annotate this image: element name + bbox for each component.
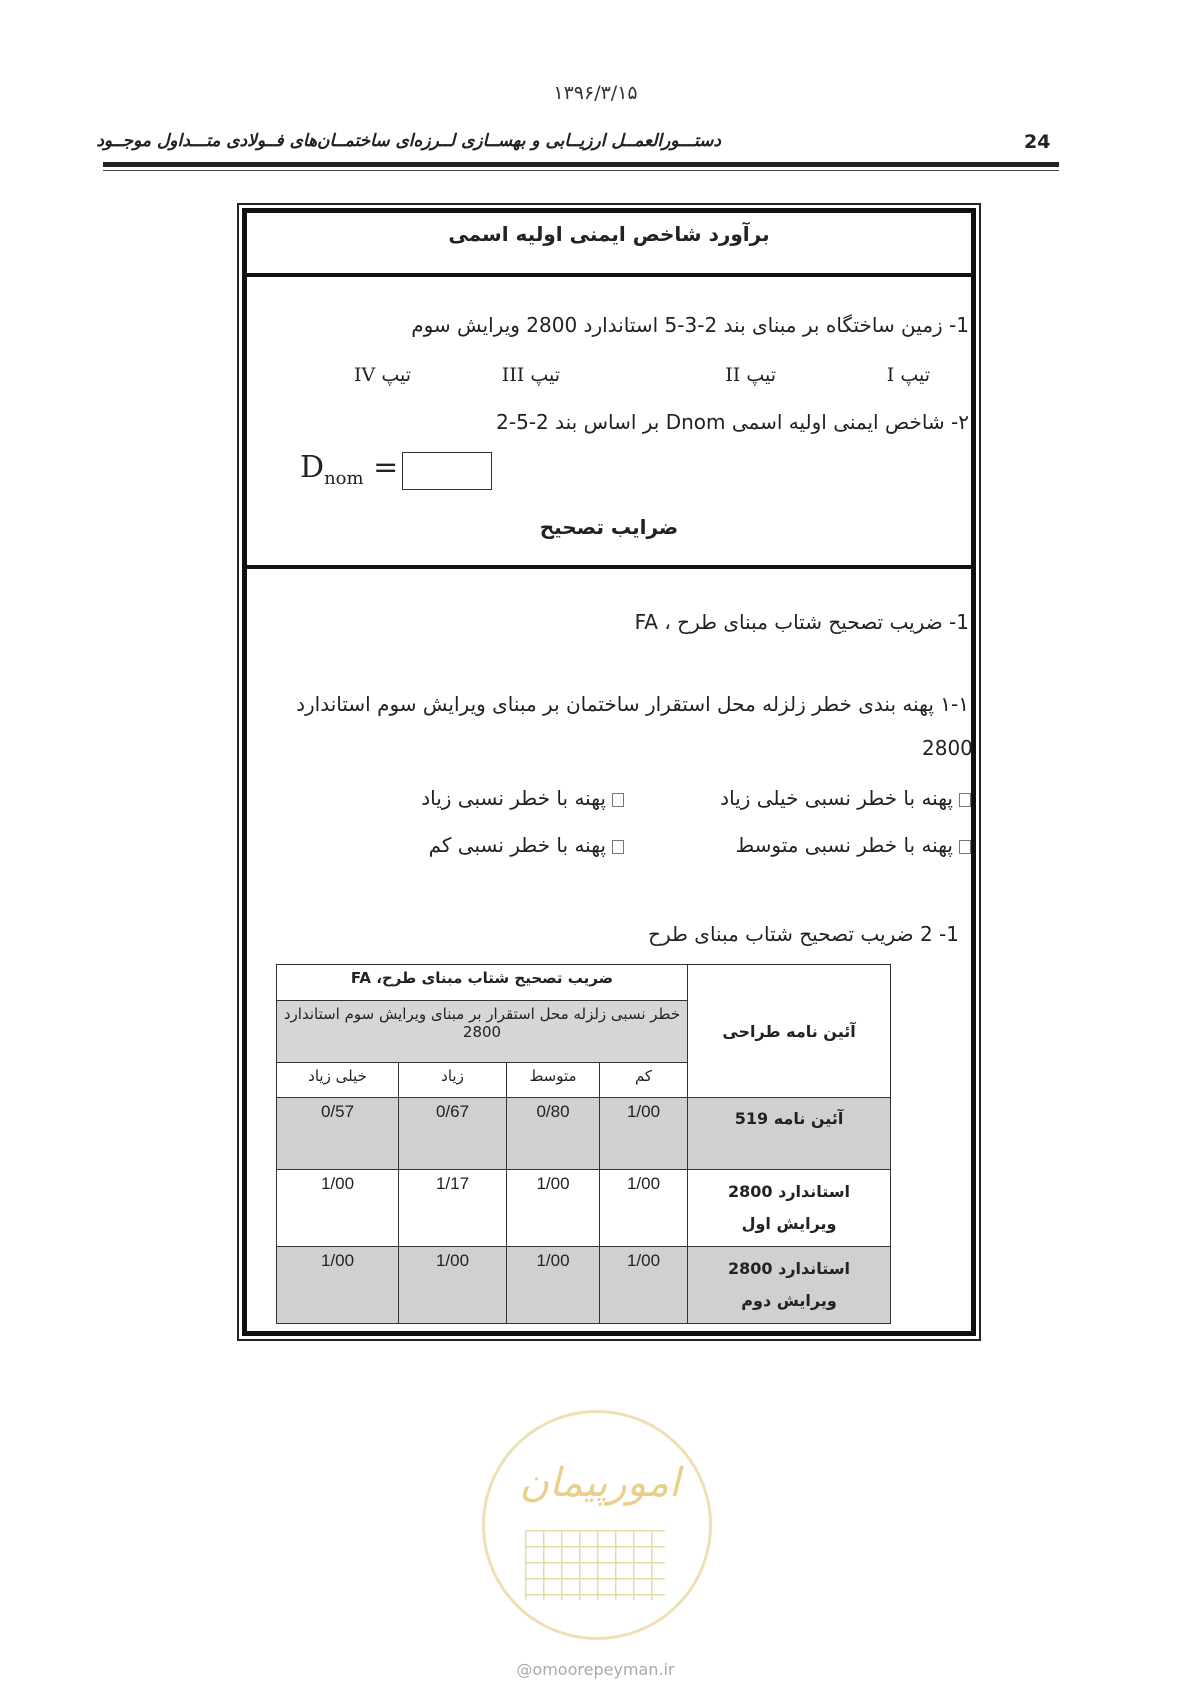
soil-type-iii[interactable]: تیپ III [501,364,560,386]
page-number: 24 [1024,131,1051,153]
fa-table-caption: 1- 2 ضریب تصحیح شتاب مبنای طرح [648,922,959,946]
fa-item: 1- ضریب تصحیح شتاب مبنای طرح ، FA [634,610,969,634]
level-low: کم [600,1063,688,1098]
form-title: برآورد شاخص ایمنی اولیه اسمی [448,222,770,246]
table-header-fa: ضریب تصحیح شتاب مبنای طرح، FA [277,965,688,1001]
checkbox-icon[interactable] [959,840,971,854]
dnom-input[interactable] [402,452,492,490]
zone-option-low[interactable]: پهنه با خطر نسبی کم [429,833,624,857]
table-cell: 1/00 [600,1170,688,1247]
watermark-url: @omoorepeyman.ir [516,1660,675,1679]
section-divider [242,565,976,569]
checkbox-icon[interactable] [612,840,624,854]
watermark-seal [482,1410,712,1640]
site-soil-item: 1- زمین ساختگاه بر مبنای بند 2-3-5 استاندارد 2800 ویرایش سوم [411,313,969,337]
dnom-item: ۲- شاخص ایمنی اولیه اسمی Dnom بر اساس بند 2-5-2 [496,410,969,434]
fa-zoning-item-cont: 2800 [922,736,973,760]
checkbox-icon[interactable] [612,793,624,807]
table-cell: 1/00 [507,1247,600,1324]
table-row [277,1170,891,1247]
soil-type-i[interactable]: تیپ I [886,364,930,386]
code-name: استاندارد 2800 ویرایش اول [688,1170,891,1247]
code-name: آئین نامه 519 [688,1098,891,1170]
table-header-risk: خطر نسبی زلزله محل استقرار بر مبنای ویرایش سوم استاندارد 2800 [277,1001,688,1063]
page-date: ۱۳۹۶/۳/۱۵ [553,82,638,104]
header-rule-thin [103,170,1059,171]
level-high: زیاد [399,1063,507,1098]
checkbox-icon[interactable] [959,793,971,807]
header-rule [103,162,1059,167]
table-cell: 1/00 [277,1170,399,1247]
level-very-high: خیلی زیاد [277,1063,399,1098]
soil-type-ii[interactable]: تیپ II [725,364,776,386]
fa-zoning-item: ۱-۱ پهنه بندی خطر زلزله محل استقرار ساختمان بر مبنای ویرایش سوم استاندارد [296,692,969,716]
level-medium: متوسط [507,1063,600,1098]
watermark-grid-icon [525,1530,665,1600]
running-header-title: دستـــورالعمــل ارزیــابی و بهســازی لــرزه‌ای ساختمــان‌های فــولادی متـــداول موجــود [96,131,721,151]
table-cell: 0/67 [399,1098,507,1170]
code-name: استاندارد 2800 ویرایش دوم [688,1247,891,1324]
soil-type-iv[interactable]: تیپ IV [354,364,411,386]
fa-table [276,964,891,1324]
table-header-code: آئین نامه طراحی [688,965,891,1098]
table-row [277,1098,891,1170]
zone-option-very-high[interactable]: پهنه با خطر نسبی خیلی زیاد [720,786,971,810]
table-row [277,1247,891,1324]
table-cell: 1/00 [277,1247,399,1324]
table-cell: 0/57 [277,1098,399,1170]
watermark-text: امورپیمان [519,1460,680,1506]
soil-type-row [242,364,976,394]
dnom-label: $D_{nom}$ = [300,450,399,489]
table-cell: 1/00 [600,1247,688,1324]
table-cell: 1/00 [600,1098,688,1170]
table-cell: 1/00 [507,1170,600,1247]
table-cell: 1/17 [399,1170,507,1247]
corrections-title: ضرایب تصحیح [539,515,679,539]
table-cell: 0/80 [507,1098,600,1170]
zone-option-medium[interactable]: پهنه با خطر نسبی متوسط [736,833,971,857]
table-cell: 1/00 [399,1247,507,1324]
zone-option-high[interactable]: پهنه با خطر نسبی زیاد [421,786,624,810]
section-divider [242,273,976,277]
